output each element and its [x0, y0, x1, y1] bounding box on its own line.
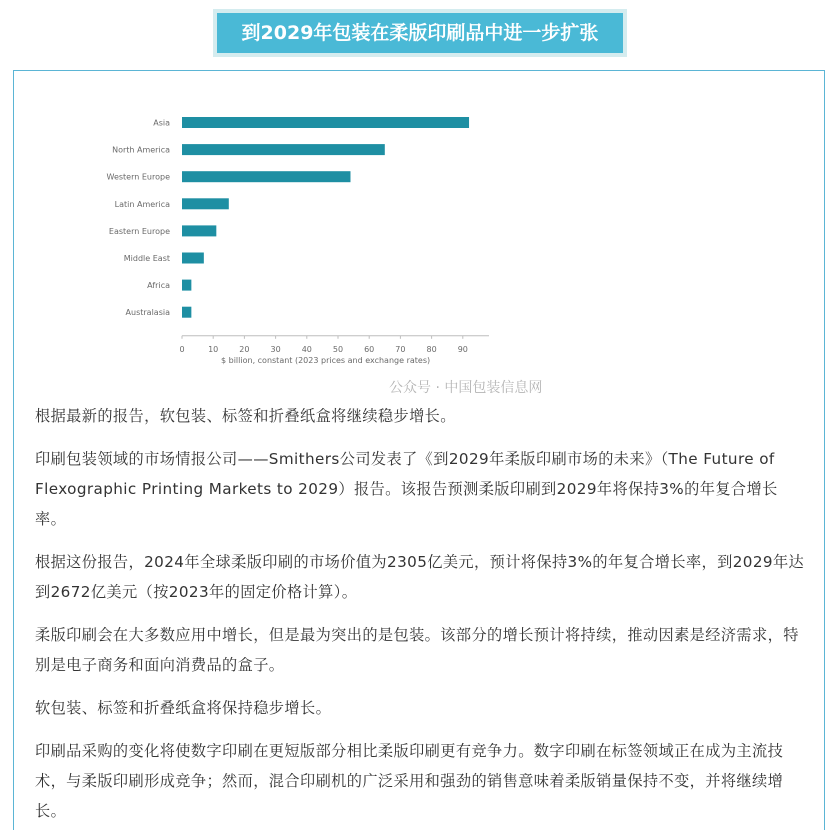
paragraph: 印刷品采购的变化将使数字印刷在更短版部分相比柔版印刷更有竞争力。数字印刷在标签领域正在成为主流技术，与柔版印刷形成竞争；然而，混合印刷机的广泛采用和强劲的销售意味着柔版销量保持不变，并将继续增长。 — [35, 742, 784, 820]
bar — [182, 117, 469, 128]
paragraph: 根据这份报告，2024年全球柔版印刷的市场价值为2305亿美元，预计将保持3%的年复合增长率，到2029年达到2672亿美元（按2023年的固定价格计算）。 — [35, 553, 805, 601]
bar-chart — [84, 101, 544, 381]
bar — [182, 307, 191, 318]
market-chart — [84, 101, 544, 396]
category-label: Australasia — [125, 308, 170, 318]
x-tick-label: 0 — [179, 344, 185, 354]
paragraph: 根据最新的报告，软包装、标签和折叠纸盒将继续稳步增长。 — [35, 407, 456, 425]
x-tick-label: 30 — [270, 344, 281, 354]
x-tick-label: 10 — [208, 344, 219, 354]
category-label: Asia — [153, 118, 170, 128]
paragraph: 印刷包装领域的市场情报公司——Smithers公司发表了《到2029年柔版印刷市场的未来》（The Future of Flexographic Printing Markets to 2029）报告。该报告预测柔版印刷到2029年将保持3%的年复合增长率。 — [35, 450, 778, 528]
category-label: Western Europe — [106, 172, 170, 182]
x-tick-label: 60 — [364, 344, 375, 354]
category-label: Eastern Europe — [108, 226, 170, 236]
bar — [182, 225, 216, 236]
article-body — [35, 401, 805, 839]
category-label: Africa — [147, 281, 170, 291]
x-axis-label: $ billion, constant (2023 prices and exchange rates) — [221, 356, 431, 365]
x-tick-label: 50 — [332, 344, 344, 354]
bar — [182, 198, 229, 209]
paragraph: 柔版印刷会在大多数应用中增长，但是最为突出的是包装。该部分的增长预计将持续，推动因素是经济需求，特别是电子商务和面向消费品的盒子。 — [35, 626, 799, 674]
x-tick-label: 80 — [426, 344, 437, 354]
page-title: 到2029年包装在柔版印刷品中进一步扩张 — [217, 13, 623, 53]
paragraph: 软包装、标签和折叠纸盒将保持稳步增长。 — [35, 699, 332, 717]
category-label: Latin America — [114, 199, 170, 209]
x-tick-label: 20 — [239, 344, 250, 354]
category-label: Middle East — [123, 254, 170, 263]
title-frame — [213, 9, 627, 57]
x-tick-label: 40 — [301, 344, 312, 354]
article-container — [13, 70, 825, 830]
x-tick-label: 90 — [457, 344, 468, 354]
bar — [182, 280, 191, 291]
watermark: 公众号 · 中国包装信息网 — [389, 380, 543, 396]
x-tick-label: 70 — [395, 344, 406, 354]
category-label: North America — [112, 145, 170, 155]
bar — [182, 144, 385, 155]
bar — [182, 171, 350, 182]
bar — [182, 253, 204, 264]
